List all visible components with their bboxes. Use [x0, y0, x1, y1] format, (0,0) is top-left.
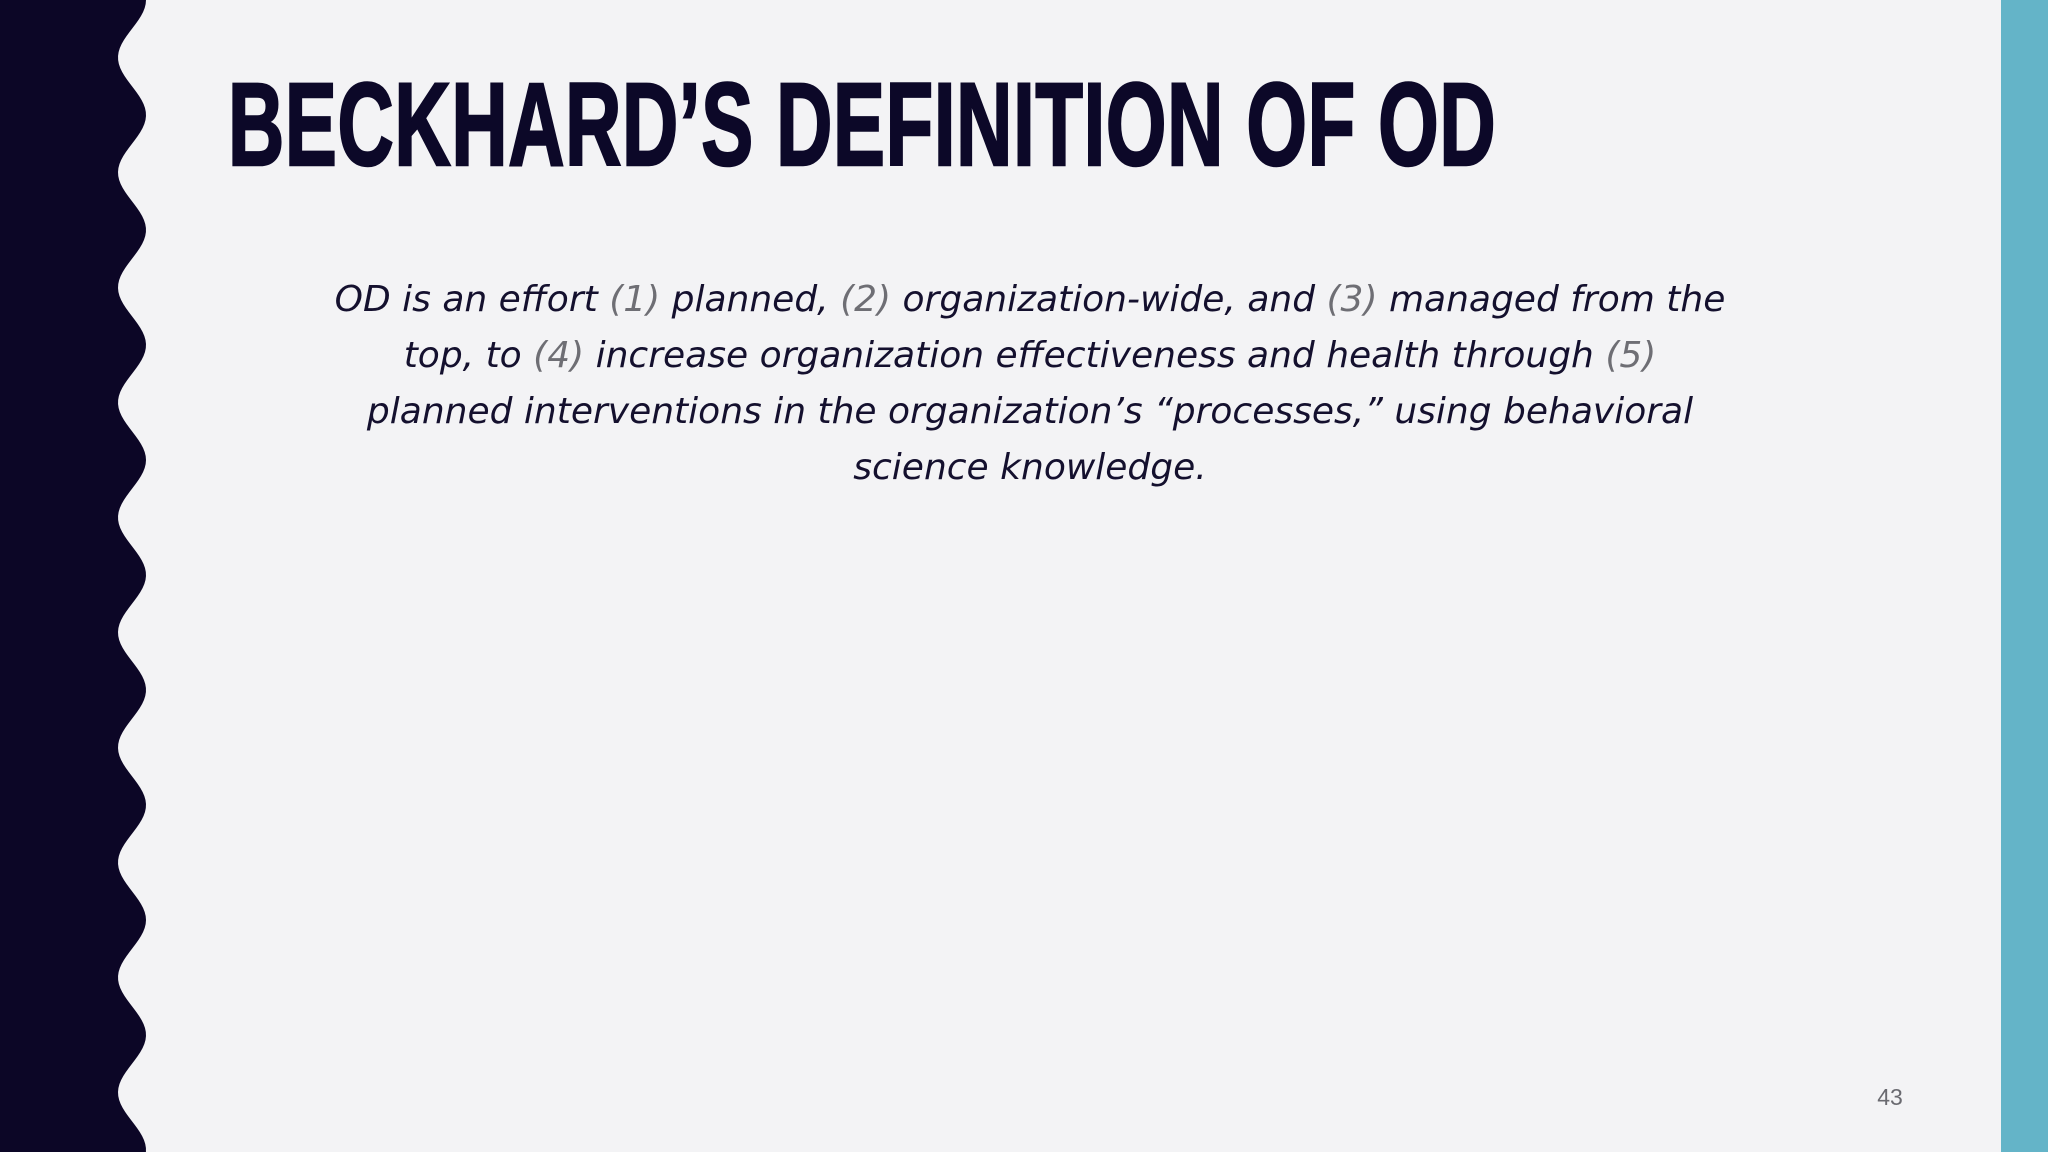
item-number: (4) [533, 335, 585, 376]
text-part: planned, [660, 279, 841, 320]
wave-shape [0, 0, 146, 1152]
text-part: managed from the top, to [403, 279, 1726, 376]
text-part: organization-wide, and [891, 279, 1327, 320]
item-number: (3) [1326, 279, 1378, 320]
item-number: (2) [840, 279, 892, 320]
text-part: increase organization effectiveness and health through [584, 335, 1606, 376]
left-wave-band [0, 0, 160, 1152]
item-number: (5) [1605, 335, 1657, 376]
slide-title: BECKHARD’S DEFINITION OF OD [228, 59, 1497, 191]
definition-text [330, 272, 1730, 496]
page-number: 43 [1877, 1084, 1903, 1110]
right-accent-bar [2001, 0, 2048, 1152]
text-part: OD is an effort [334, 279, 610, 320]
text-part: planned interventions in the organization’s “processes,” using behavioral science knowledge. [366, 391, 1694, 488]
item-number: (1) [609, 279, 661, 320]
